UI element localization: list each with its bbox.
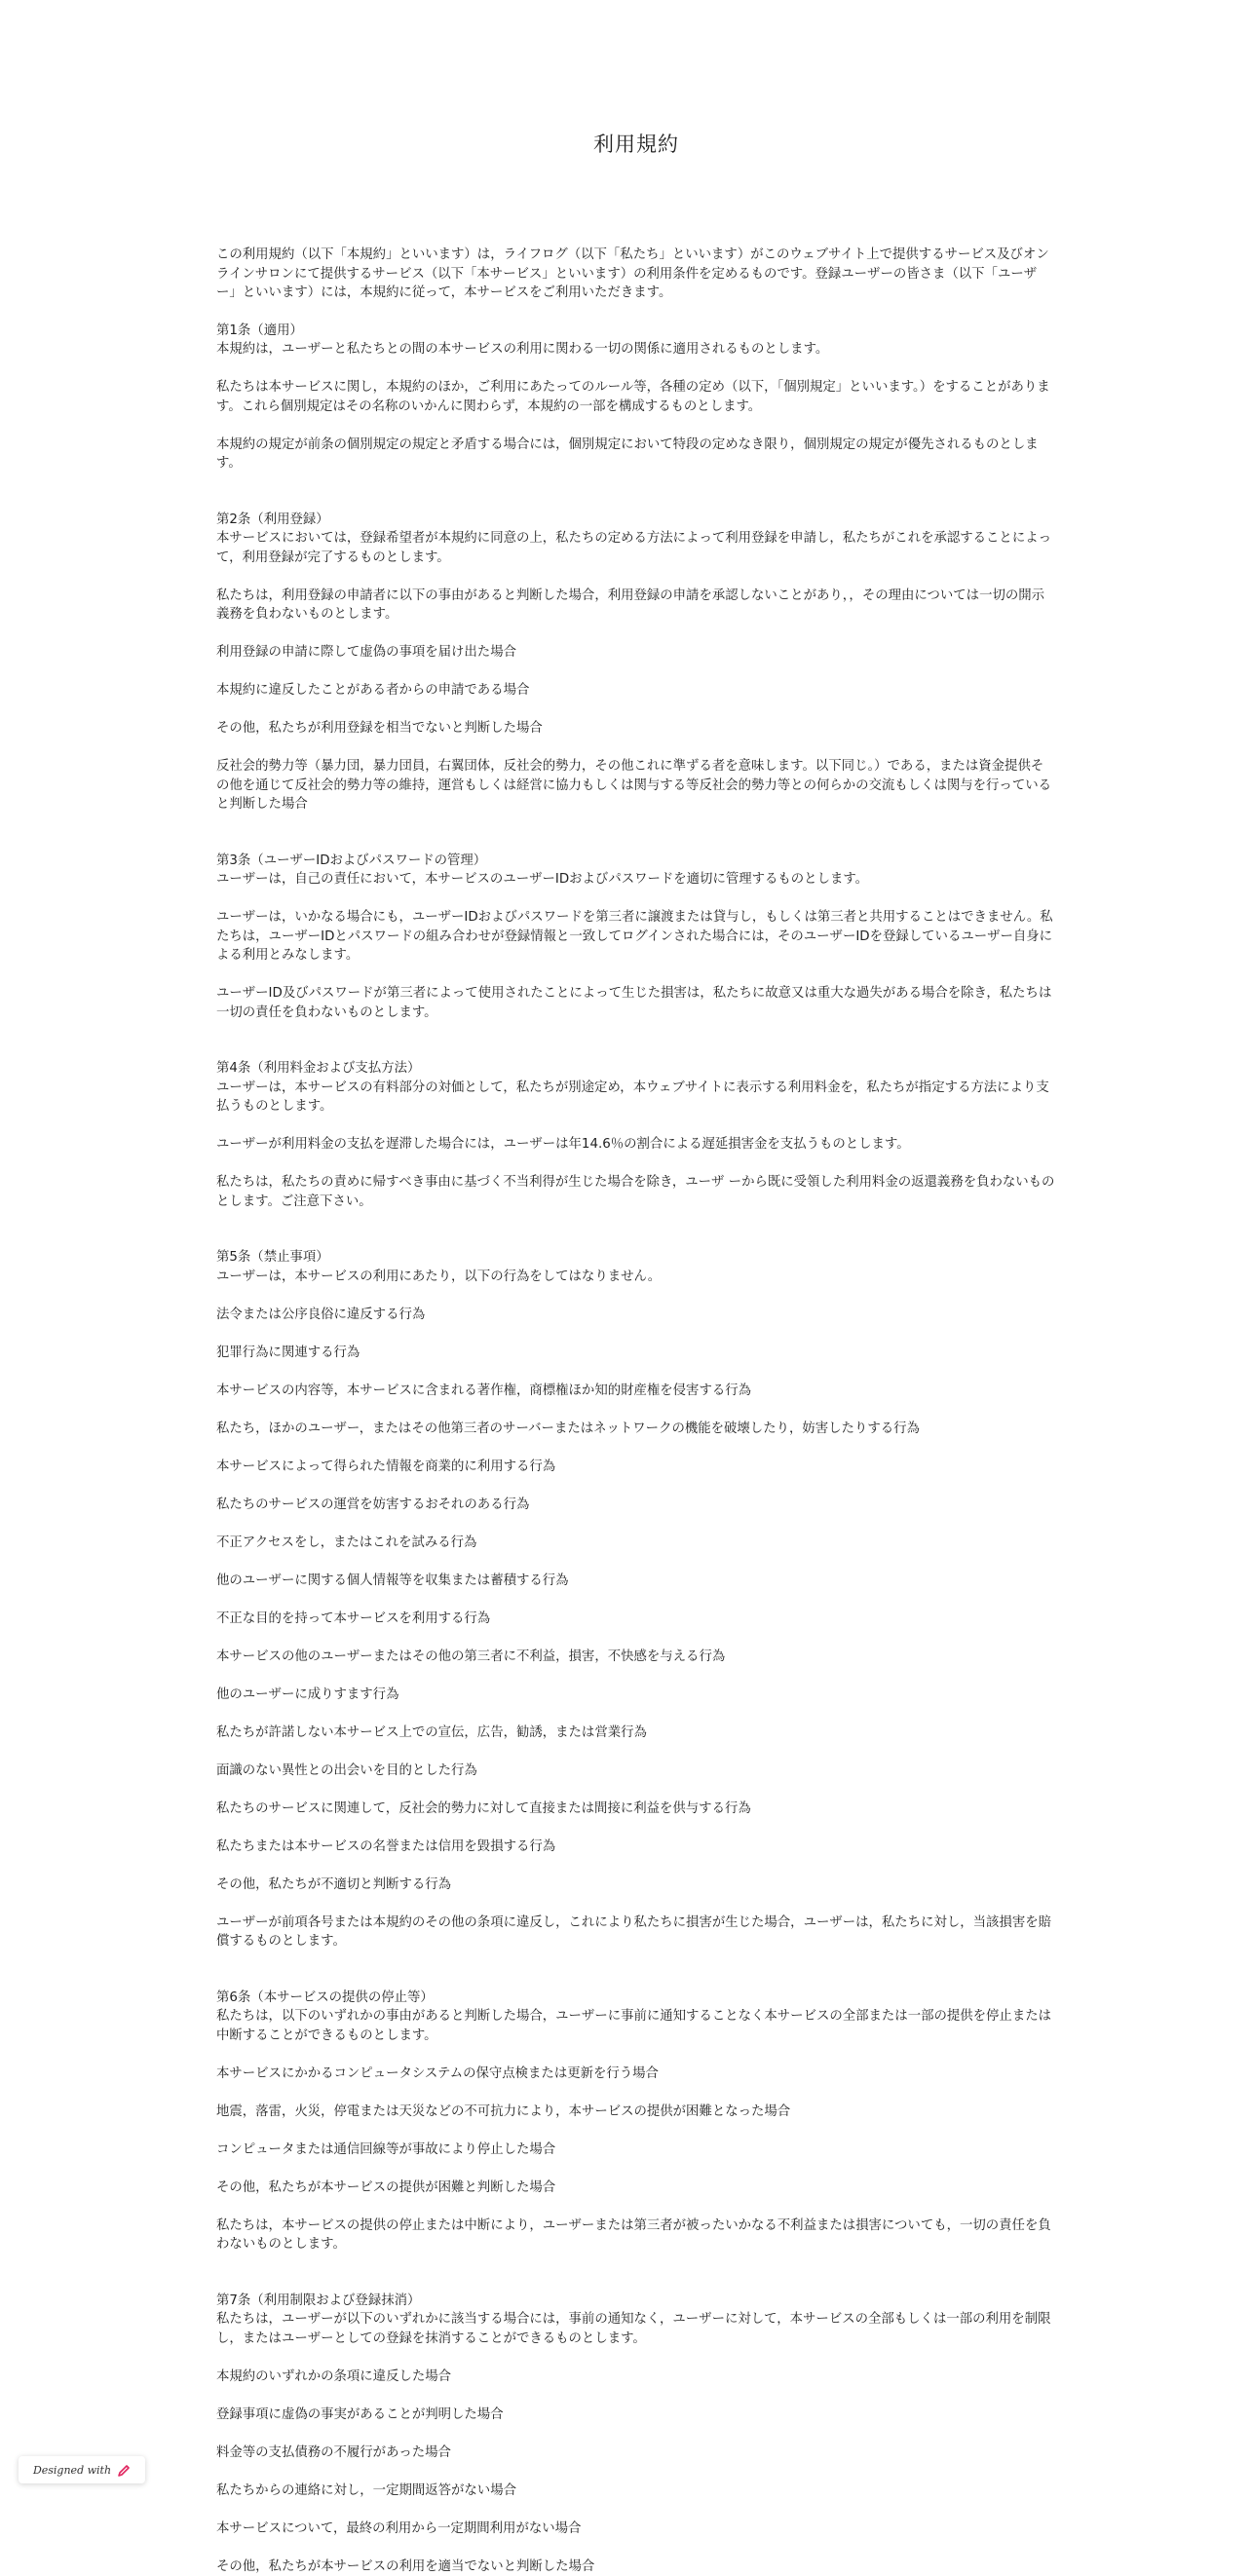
paragraph-spacer <box>216 1117 1056 1136</box>
article-paragraph: 本サービスについて，最終の利用から一定期間利用がない場合 <box>216 2519 1056 2539</box>
article-paragraph: 利用登録の申請に際して虚偽の事項を届け出た場合 <box>216 643 1056 663</box>
terms-article <box>216 1248 1056 1951</box>
article-paragraph: 本サービスの内容等，本サービスに含まれる著作権，商標権ほか知的財産権を侵害する行為 <box>216 1382 1056 1401</box>
paragraph-spacer <box>216 2462 1056 2481</box>
paragraph-spacer <box>216 1590 1056 1610</box>
article-paragraph: 法令または公序良俗に違反する行為 <box>216 1306 1056 1325</box>
article-paragraph: 本規約は，ユーザーと私たちとの間の本サービスの利用に関わる一切の関係に適用されるものとします。 <box>216 340 1056 360</box>
paragraph-spacer <box>216 1476 1056 1496</box>
article-paragraph: 私たちのサービスの運営を妨害するおそれのある行為 <box>216 1496 1056 1515</box>
badge-label: Designed with <box>33 2464 111 2477</box>
paragraph-spacer <box>216 1400 1056 1420</box>
terms-document <box>216 0 1056 2576</box>
article-paragraph: 私たちからの連絡に対し，一定期間返答がない場合 <box>216 2481 1056 2501</box>
page-title: 利用規約 <box>216 131 1056 158</box>
terms-article <box>216 1989 1056 2254</box>
article-paragraph: 本サービスの他のユーザーまたはその他の第三者に不利益，損害，不快感を与える行為 <box>216 1648 1056 1667</box>
paragraph-spacer <box>216 1362 1056 1382</box>
article-paragraph: その他，私たちが本サービスの提供が困難と判断した場合 <box>216 2178 1056 2198</box>
terms-article <box>216 322 1056 474</box>
article-paragraph: 私たちは，本サービスの提供の停止または中断により，ユーザーまたは第三者が被ったいかなる不利益または損害についても，一切の責任を負わないものとします。 <box>216 2216 1056 2254</box>
article-paragraph: 私たちのサービスに関連して，反社会的勢力に対して直接または間接に利益を供与する行為 <box>216 1799 1056 1819</box>
paragraph-spacer <box>216 1155 1056 1174</box>
paragraph-spacer <box>216 1324 1056 1344</box>
article-paragraph: 本規約の規定が前条の個別規定の規定と矛盾する場合には，個別規定において特段の定めなき限り，個別規定の規定が優先されるものとします。 <box>216 436 1056 474</box>
paragraph-spacer <box>216 625 1056 644</box>
paragraph-spacer <box>216 1286 1056 1306</box>
paragraph-spacer <box>216 1894 1056 1913</box>
terms-article <box>216 2292 1056 2576</box>
paragraph-spacer <box>216 2386 1056 2406</box>
article-paragraph: ユーザーは，自己の責任において，本サービスのユーザーIDおよびパスワードを適切に管理するものとします。 <box>216 870 1056 890</box>
article-paragraph: 本サービスにおいては，登録希望者が本規約に同意の上，私たちの定める方法によって利用登録を申請し，私たちがこれを承認することによって，利用登録が完了するものとします。 <box>216 529 1056 567</box>
article-paragraph: 不正アクセスをし，またはこれを試みる行為 <box>216 1534 1056 1553</box>
article-paragraph: 私たちは，私たちの責めに帰すべき事由に基づく不当利得が生じた場合を除き，ユーザ ーから既に受領した利用料金の返還義務を負わないものとします。ご注意下さい。 <box>216 1173 1056 1211</box>
article-paragraph: 私たちは本サービスに関し，本規約のほか，ご利用にあたってのルール等，各種の定め（以下，「個別規定」といいます。）をすることがあります。これら個別規定はその名称のいかんに関わらず，本規約の一部を構成するものとします。 <box>216 378 1056 416</box>
paragraph-spacer <box>216 416 1056 436</box>
article-paragraph: 私たちは，利用登録の申請者に以下の事由があると判断した場合，利用登録の申請を承認しないことがあり，，その理由については一切の開示義務を負わないものとします。 <box>216 587 1056 625</box>
paragraph-spacer <box>216 2348 1056 2368</box>
article-paragraph: 不正な目的を持って本サービスを利用する行為 <box>216 1610 1056 1629</box>
article-paragraph: 登録事項に虚偽の事実があることが判明した場合 <box>216 2406 1056 2425</box>
paragraph-spacer <box>216 1704 1056 1724</box>
paragraph-spacer <box>216 663 1056 682</box>
article-paragraph: 私たちは，ユーザーが以下のいずれかに該当する場合には，事前の通知なく，ユーザーに対して，本サービスの全部もしくは一部の利用を制限し，またはユーザーとしての登録を抹消することができるものとします。 <box>216 2310 1056 2348</box>
pen-icon <box>117 2463 131 2477</box>
paragraph-spacer <box>216 2500 1056 2519</box>
paragraph-spacer <box>216 1514 1056 1534</box>
article-paragraph: その他，私たちが本サービスの利用を適当でないと判断した場合 <box>216 2557 1056 2576</box>
article-paragraph: 私たちが許諾しない本サービス上での宣伝，広告，勧誘，または営業行為 <box>216 1724 1056 1743</box>
article-heading: 第6条（本サービスの提供の停止等） <box>216 1989 1056 2008</box>
sections-container <box>216 322 1056 2576</box>
paragraph-spacer <box>216 739 1056 758</box>
article-paragraph: 地震，落雷，火災，停電または天災などの不可抗力により，本サービスの提供が困難となった場合 <box>216 2102 1056 2122</box>
paragraph-spacer <box>216 1780 1056 1799</box>
article-paragraph: ユーザーが前項各号または本規約のその他の条項に違反し，これにより私たちに損害が生じた場合，ユーザーは，私たちに対し，当該損害を賠償するものとします。 <box>216 1913 1056 1951</box>
article-heading: 第3条（ユーザーIDおよびパスワードの管理） <box>216 852 1056 871</box>
article-paragraph: 面識のない異性との出会いを目的とした行為 <box>216 1762 1056 1781</box>
article-heading: 第1条（適用） <box>216 322 1056 341</box>
article-paragraph: その他，私たちが不適切と判断する行為 <box>216 1875 1056 1895</box>
paragraph-spacer <box>216 1552 1056 1572</box>
article-paragraph: 他のユーザーに関する個人情報等を収集または蓄積する行為 <box>216 1572 1056 1591</box>
article-paragraph: 本サービスによって得られた情報を商業的に利用する行為 <box>216 1458 1056 1477</box>
intro-block <box>216 246 1056 303</box>
article-paragraph: 料金等の支払債務の不履行があった場合 <box>216 2443 1056 2463</box>
article-paragraph: ユーザーは，本サービスの利用にあたり，以下の行為をしてはなりません。 <box>216 1268 1056 1287</box>
paragraph-spacer <box>216 2197 1056 2216</box>
paragraph-spacer <box>216 2045 1056 2065</box>
article-paragraph: コンピュータまたは通信回線等が事故により停止した場合 <box>216 2140 1056 2160</box>
article-paragraph: 他のユーザーに成りすます行為 <box>216 1686 1056 1705</box>
article-paragraph: 私たち，ほかのユーザー，またはその他第三者のサーバーまたはネットワークの機能を破壊したり，妨害したりする行為 <box>216 1420 1056 1439</box>
terms-article <box>216 852 1056 1023</box>
paragraph-spacer <box>216 2121 1056 2140</box>
paragraph-spacer <box>216 2538 1056 2557</box>
article-heading: 第5条（禁止事項） <box>216 1248 1056 1268</box>
article-paragraph: 本規約に違反したことがある者からの申請である場合 <box>216 681 1056 701</box>
paragraph-spacer <box>216 2083 1056 2102</box>
article-paragraph: 反社会的勢力等（暴力団，暴力団員，右翼団体，反社会的勢力，その他これに準ずる者を意味します。以下同じ。）である，または資金提供その他を通じて反社会的勢力等の維持，運営もしくは経営に協力もしくは関与する等反社会的勢力等との何らかの交流もしくは関与を行っていると判断した場合 <box>216 757 1056 814</box>
paragraph-spacer <box>216 1742 1056 1762</box>
paragraph-spacer <box>216 2424 1056 2443</box>
terms-article <box>216 511 1056 814</box>
article-paragraph: ユーザーは，本サービスの有料部分の対価として，私たちが別途定め，本ウェブサイトに表示する利用料金を，私たちが指定する方法により支払うものとします。 <box>216 1079 1056 1117</box>
paragraph-spacer <box>216 1666 1056 1686</box>
article-paragraph: 本規約のいずれかの条項に違反した場合 <box>216 2368 1056 2387</box>
paragraph-spacer <box>216 1818 1056 1837</box>
article-paragraph: ユーザーID及びパスワードが第三者によって使用されたことによって生じた損害は，私たちに故意又は重大な過失がある場合を除き，私たちは一切の責任を負わないものとします。 <box>216 984 1056 1022</box>
article-heading: 第4条（利用料金および支払方法） <box>216 1059 1056 1079</box>
terms-article <box>216 1059 1056 1211</box>
article-paragraph: 犯罪行為に関連する行為 <box>216 1344 1056 1363</box>
article-heading: 第2条（利用登録） <box>216 511 1056 530</box>
article-paragraph: 私たちは，以下のいずれかの事由があると判断した場合，ユーザーに事前に通知することなく本サービスの全部または一部の提供を停止または中断することができるものとします。 <box>216 2007 1056 2045</box>
paragraph-spacer <box>216 966 1056 985</box>
intro-paragraph: この利用規約（以下「本規約」といいます）は，ライフログ（以下「私たち」といいます）がこのウェブサイト上で提供するサービス及びオンラインサロンにて提供するサービス（以下「本サービス」といいます）の利用条件を定めるものです。登録ユーザーの皆さま（以下「ユーザー」といいます）には，本規約に従って，本サービスをご利用いただきます。 <box>216 246 1056 303</box>
paragraph-spacer <box>216 2159 1056 2178</box>
paragraph-spacer <box>216 360 1056 379</box>
paragraph-spacer <box>216 567 1056 587</box>
article-paragraph: 本サービスにかかるコンピュータシステムの保守点検または更新を行う場合 <box>216 2065 1056 2084</box>
article-paragraph: その他，私たちが利用登録を相当でないと判断した場合 <box>216 719 1056 739</box>
article-paragraph: 私たちまたは本サービスの名誉または信用を毀損する行為 <box>216 1837 1056 1857</box>
paragraph-spacer <box>216 1628 1056 1648</box>
article-heading: 第7条（利用制限および登録抹消） <box>216 2292 1056 2311</box>
paragraph-spacer <box>216 701 1056 720</box>
designed-with-badge[interactable] <box>19 2456 145 2483</box>
paragraph-spacer <box>216 1438 1056 1458</box>
paragraph-spacer <box>216 1856 1056 1875</box>
paragraph-spacer <box>216 890 1056 909</box>
article-paragraph: ユーザーは，いかなる場合にも，ユーザーIDおよびパスワードを第三者に譲渡または貸与し，もしくは第三者と共用することはできません。私たちは，ユーザーIDとパスワードの組み合わせが登録情報と一致してログインされた場合には，そのユーザーIDを登録しているユーザー自身による利用とみなします。 <box>216 908 1056 966</box>
article-paragraph: ユーザーが利用料金の支払を遅滞した場合には，ユーザーは年14.6％の割合による遅延損害金を支払うものとします。 <box>216 1135 1056 1155</box>
